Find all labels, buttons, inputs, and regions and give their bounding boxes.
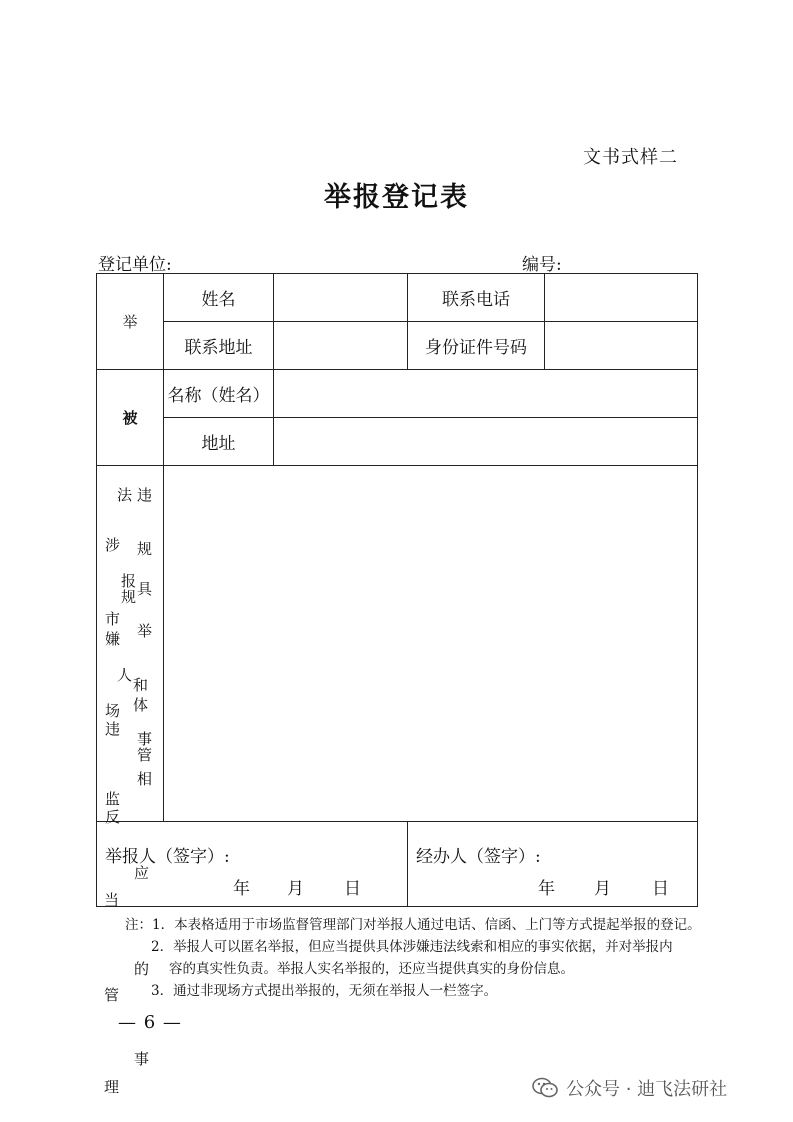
reporter-date-day: 日	[344, 879, 361, 899]
note-line: 容的真实性负责。举报人实名举报的，还应当提供真实的身份信息。	[169, 961, 574, 977]
reporter-date-month: 月	[287, 879, 304, 899]
facts-char: 嫌	[105, 630, 121, 648]
reporter-section-label: 举	[97, 274, 164, 370]
facts-char: 相	[137, 770, 153, 788]
page-number: — 6 —	[118, 1012, 182, 1033]
serial-number-label: 编号:	[522, 255, 562, 275]
handler-date-month: 月	[594, 879, 611, 899]
facts-char: 报	[121, 572, 137, 590]
facts-char: 法	[117, 486, 133, 504]
facts-char: 具	[137, 580, 153, 598]
reported-section-label: 被	[97, 370, 164, 466]
facts-char: 场	[105, 702, 121, 720]
facts-char: 违	[105, 720, 121, 738]
note-line: 注：1．本表格适用于市场监督管理部门对举报人通过电话、信函、上门等方式提起举报的登记。	[125, 917, 701, 933]
facts-char: 体	[133, 696, 149, 714]
reporter-phone-field[interactable]	[545, 274, 698, 322]
handler-signature-cell[interactable]	[408, 822, 698, 907]
reporter-address-field[interactable]	[274, 322, 408, 370]
reported-name-label: 名称（姓名）	[164, 370, 274, 418]
reporter-signature-label: 举报人（签字）:	[105, 847, 230, 867]
facts-char: 管	[137, 746, 153, 764]
facts-char: 违	[137, 486, 153, 504]
facts-char: 和	[133, 676, 149, 694]
report-registration-table	[96, 273, 698, 907]
facts-char: 规	[121, 588, 137, 606]
reported-address-label: 地址	[164, 418, 274, 466]
reporter-id-label: 身份证件号码	[408, 322, 545, 370]
note-line: 2．举报人可以匿名举报，但应当提供具体涉嫌违法线索和相应的事实依据，并对举报内	[151, 939, 673, 955]
note-line: 3．通过非现场方式提出举报的，无须在举报人一栏签字。	[151, 983, 498, 999]
facts-char: 事	[137, 730, 153, 748]
facts-char: 当	[104, 891, 120, 909]
handler-date-year: 年	[538, 879, 555, 899]
facts-char: 管	[104, 986, 120, 1004]
facts-char: 的	[134, 960, 150, 978]
reporter-phone-label: 联系电话	[408, 274, 545, 322]
reporter-name-label: 姓名	[164, 274, 274, 322]
facts-char: 人	[117, 666, 133, 684]
reporter-date-year: 年	[233, 879, 250, 899]
reported-address-field[interactable]	[274, 418, 698, 466]
reported-name-field[interactable]	[274, 370, 698, 418]
facts-char: 举	[137, 622, 153, 640]
watermark-text: 公众号 · 迪飞法研社	[566, 1079, 728, 1100]
wechat-icon	[532, 1077, 558, 1099]
facts-char: 市	[105, 610, 121, 628]
facts-char: 事	[134, 1050, 150, 1068]
facts-field[interactable]	[164, 466, 698, 822]
document-title: 举报登记表	[324, 182, 469, 213]
facts-char: 反	[105, 808, 121, 826]
facts-char: 应	[134, 864, 150, 882]
reporter-id-field[interactable]	[545, 322, 698, 370]
registration-unit-label: 登记单位:	[98, 255, 172, 275]
facts-char: 理	[104, 1078, 120, 1096]
facts-char: 监	[105, 790, 121, 808]
facts-char: 涉	[105, 536, 121, 554]
facts-char: 规	[137, 540, 153, 558]
reporter-name-field[interactable]	[274, 274, 408, 322]
document-sample-label: 文书式样二	[583, 147, 678, 168]
watermark	[532, 1075, 727, 1101]
handler-signature-label: 经办人（签字）:	[416, 847, 541, 867]
reporter-address-label: 联系地址	[164, 322, 274, 370]
handler-date-day: 日	[652, 879, 669, 899]
facts-section-label	[97, 466, 164, 826]
